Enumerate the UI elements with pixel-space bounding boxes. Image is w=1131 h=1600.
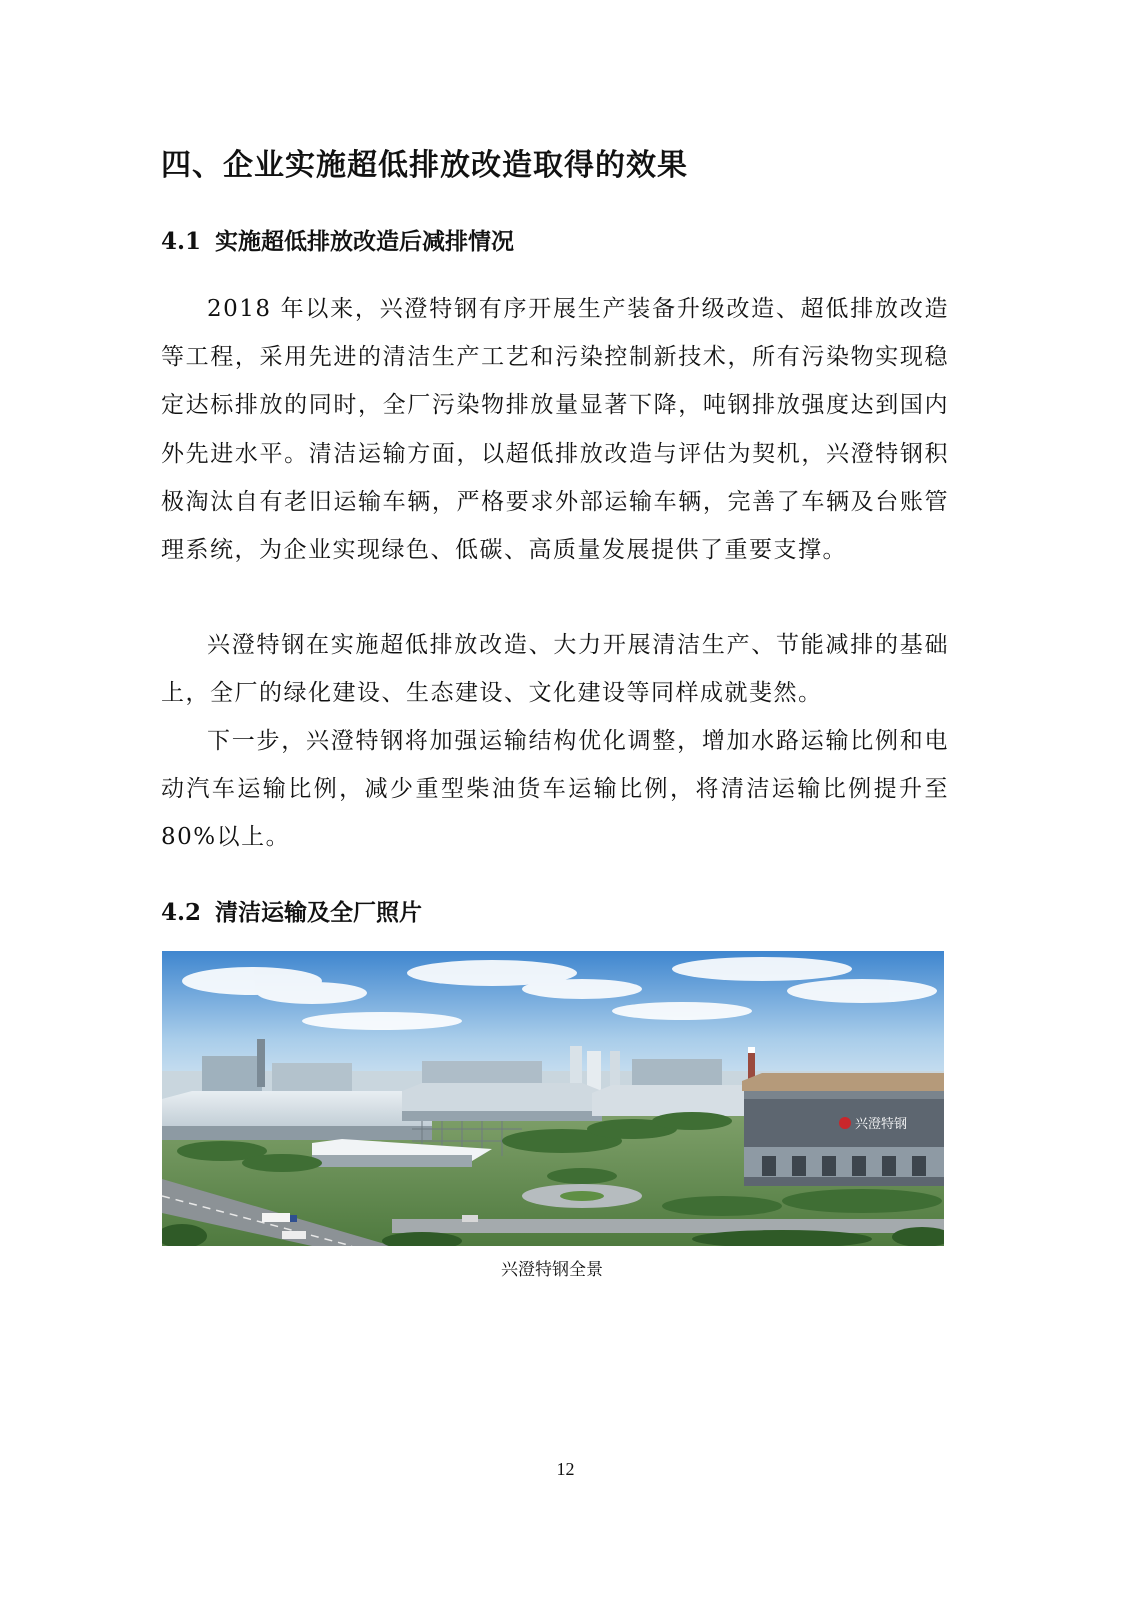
subsection-title: 清洁运输及全厂照片 — [215, 900, 423, 926]
page-number: 12 — [556, 1459, 575, 1479]
subsection-title: 实施超低排放改造后减排情况 — [215, 229, 515, 255]
subsection-heading-4-1 — [161, 226, 514, 258]
figure-caption: 兴澄特钢全景 — [501, 1260, 603, 1280]
subsection-number: 4.1 — [161, 228, 202, 255]
plant-sign-text: 兴澄特钢 — [855, 1117, 908, 1132]
paragraph-2: 兴澄特钢在实施超低排放改造、大力开展清洁生产、节能减排的基础上，全厂的绿化建设、生态建设、文化建设等同样成就斐然。 — [161, 632, 949, 707]
section-title: 四、企业实施超低排放改造取得的效果 — [161, 148, 688, 183]
plant-panorama-photo — [162, 951, 944, 1246]
paragraph-1: 2018 年以来，兴澄特钢有序开展生产装备升级改造、超低排放改造等工程，采用先进的清洁生产工艺和污染控制新技术，所有污染物实现稳定达标排放的同时，全厂污染物排放量显著下降，吨钢排放强度达到国内外先进水平。清洁运输方面，以超低排放改造与评估为契机，兴澄特钢积极淘汰自有老旧运输车辆，严格要求外部运输车辆，完善了车辆及台账管理系统，为企业实现绿色、低碳、高质量发展提供了重要支撑。 — [161, 296, 949, 564]
paragraph-3: 下一步，兴澄特钢将加强运输结构优化调整，增加水路运输比例和电动汽车运输比例，减少重型柴油货车运输比例，将清洁运输比例提升至 80%以上。 — [161, 728, 949, 851]
subsection-heading-4-2 — [161, 897, 422, 929]
subsection-number: 4.2 — [161, 899, 202, 926]
